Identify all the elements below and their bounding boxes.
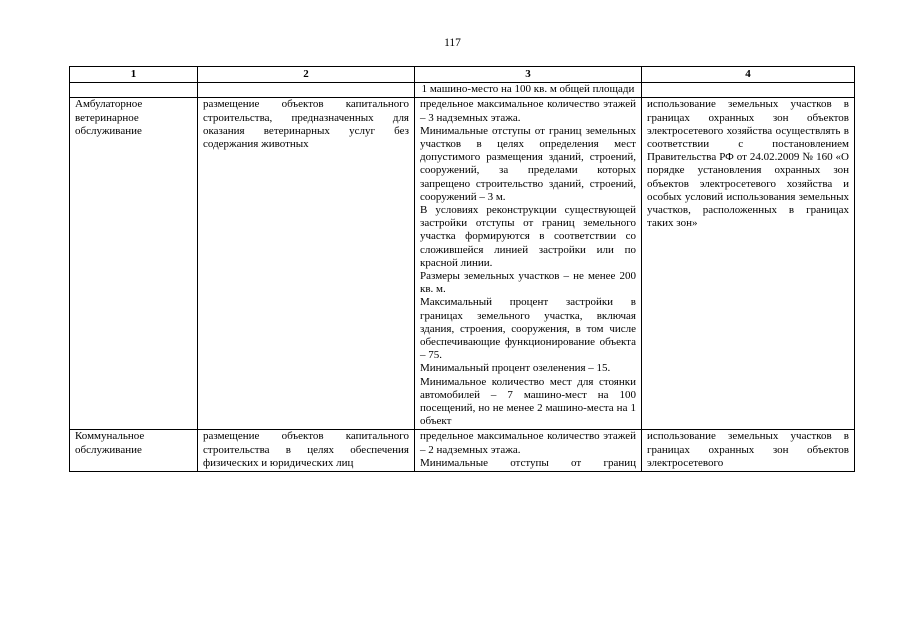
header-col-1: 1 xyxy=(70,67,198,83)
regulations-table xyxy=(69,66,855,472)
use-type-name: Амбулаторное ветеринарное обслуживание xyxy=(70,98,198,430)
use-type-params xyxy=(415,430,642,472)
use-type-restrictions: использование земельных участков в границах охранных зон объектов электросетевого хозяйства осуществлять в соответствии с постановлением Правительства РФ от 24.02.2009 № 160 «О порядке установления охранных зон объектов электросетевого хозяйства и особых условий использования земельных участков, расположенных в границах таких зон» xyxy=(642,98,855,430)
param-paragraph: Максимальный процент застройки в границах земельного участка, включая здания, строения, сооружения, в том числе обеспечивающие функционирование объекта – 75. xyxy=(420,296,636,362)
header-col-4: 4 xyxy=(642,67,855,83)
param-paragraph: Минимальные отступы от границ земельных участков в целях определения мест допустимого размещения зданий, строений, сооружений, за пределами которых запрещено строительство зданий, строений, сооружений – 3 м. xyxy=(420,124,636,203)
cont-cell-3: 1 машино-место на 100 кв. м общей площади xyxy=(415,83,642,98)
page-number: 117 xyxy=(444,37,461,49)
use-type-restrictions: использование земельных участков в границах охранных зон объектов электросетевого xyxy=(642,430,855,472)
param-paragraph: В условиях реконструкции существующей застройки отступы от границ земельного участка формируются в соответствии со сложившейся линией застройки или по красной линии. xyxy=(420,204,636,269)
param-paragraph: Размеры земельных участков – не менее 200 кв. м. xyxy=(420,270,636,296)
use-type-description: размещение объектов капитального строительства в целях обеспечения физических и юридических лиц xyxy=(198,430,415,472)
cont-cell-1 xyxy=(70,83,198,98)
table-row xyxy=(70,98,855,430)
param-paragraph: Минимальные отступы от границ xyxy=(420,456,636,469)
table-row xyxy=(70,83,855,98)
use-type-name: Коммунальное обслуживание xyxy=(70,430,198,472)
table-header-row xyxy=(70,67,855,83)
param-paragraph: предельное максимальное количество этажей – 2 надземных этажа. xyxy=(420,430,636,456)
header-col-2: 2 xyxy=(198,67,415,83)
table-row xyxy=(70,430,855,472)
cont-cell-2 xyxy=(198,83,415,98)
cont-cell-4 xyxy=(642,83,855,98)
param-paragraph: Минимальный процент озеленения – 15. xyxy=(420,362,611,375)
use-type-params xyxy=(415,98,642,430)
param-paragraph: Минимальное количество мест для стоянки автомобилей – 7 машино-мест на 100 посещений, но не менее 2 машино-места на 1 объект xyxy=(420,375,636,428)
header-col-3: 3 xyxy=(415,67,642,83)
param-paragraph: предельное максимальное количество этажей – 3 надземных этажа. xyxy=(420,98,636,124)
use-type-description: размещение объектов капитального строительства, предназначенных для оказания ветеринарных услуг без содержания животных xyxy=(198,98,415,430)
